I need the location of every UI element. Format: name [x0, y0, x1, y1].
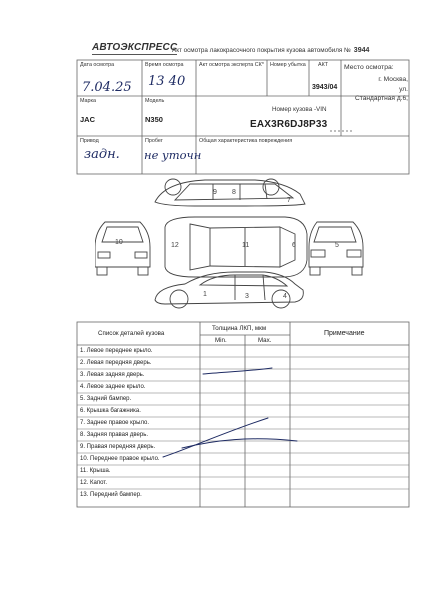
zone-label: 5 [335, 242, 339, 249]
loss-number-label: Номер убытка [270, 62, 306, 68]
time-label: Время осмотра [145, 62, 184, 68]
title-text: Акт осмотра лакокрасочного покрытия кузова автомобиля № [172, 47, 351, 54]
column-header-min: Min. [215, 337, 227, 344]
drive-value: задн. [84, 147, 120, 162]
brand-label: Марка [80, 98, 97, 104]
table-row: 12. Капот. [80, 480, 108, 486]
car-top-view [165, 217, 307, 277]
zone-label: 6 [292, 242, 296, 249]
place-label: Место осмотра: [344, 64, 394, 71]
drive-label: Привод [80, 138, 99, 144]
column-header-parts: Список деталей кузова [98, 330, 165, 337]
table-row: 9. Правая передняя дверь. [80, 444, 156, 450]
pen-strokes [163, 368, 297, 457]
mileage-value: не уточн [144, 148, 202, 162]
table-row: 8. Задняя правая дверь. [80, 432, 148, 438]
table-row: 11. Крыша. [80, 468, 111, 474]
expert-label: Акт осмотра эксперта СК* [199, 62, 264, 68]
zone-label: 11 [242, 242, 250, 249]
car-front-view [95, 222, 150, 275]
zone-label: 9 [213, 189, 217, 196]
zone-label: 1 [203, 291, 207, 298]
date-value: 7.04.25 [82, 80, 132, 95]
table-row: 1. Левое переднее крыло. [80, 348, 153, 354]
column-header-thickness: Толщина ЛКП, мкм [212, 325, 267, 332]
zone-label: 10 [115, 239, 123, 246]
table-row: 6. Крышка багажника. [80, 408, 141, 414]
table-row: 7. Заднее правое крыло. [80, 420, 150, 426]
car-right-side-view [155, 179, 305, 206]
place-line-1: г. Москва, [378, 76, 408, 83]
column-header-max: Max. [258, 337, 272, 344]
zone-label: 7 [287, 197, 291, 204]
time-value: 13 40 [148, 74, 186, 89]
table-row: 5. Задний бампер. [80, 396, 132, 402]
zone-label: 8 [232, 189, 236, 196]
brand-value: JAC [80, 115, 96, 124]
table-row: 13. Передний бампер. [80, 492, 142, 498]
model-value: N350 [145, 115, 163, 124]
zone-label: 3 [245, 293, 249, 300]
zone-label: 12 [171, 242, 179, 249]
company-logo: АВТОЭКСПРЕСС [92, 42, 178, 53]
vin-label: Номер кузова -VIN [272, 106, 327, 113]
place-line-3: Стандартная д.6, [355, 95, 408, 102]
place-lines [355, 75, 408, 104]
act-value: 3943/04 [312, 84, 338, 91]
model-label: Модель [145, 98, 165, 104]
act-label: АКТ [318, 62, 329, 68]
column-header-note: Примечание [324, 330, 365, 337]
table-row: 2. Левая передняя дверь. [80, 360, 152, 366]
vin-value: EAX3R6DJ8P33 [250, 119, 328, 130]
date-label: Дата осмотра [80, 62, 115, 68]
mileage-label: Пробег [145, 138, 163, 144]
damage-label: Общая характеристика повреждения [199, 138, 293, 144]
act-number: 3944 [353, 47, 370, 54]
place-line-2: ул. [399, 85, 408, 93]
table-row: 3. Левая задняя дверь. [80, 372, 145, 378]
table-row: 4. Левое заднее крыло. [80, 384, 146, 390]
zone-label: 4 [283, 293, 287, 300]
car-diagram [95, 172, 365, 318]
table-row: 10. Переднее правое крыло. [80, 456, 160, 462]
